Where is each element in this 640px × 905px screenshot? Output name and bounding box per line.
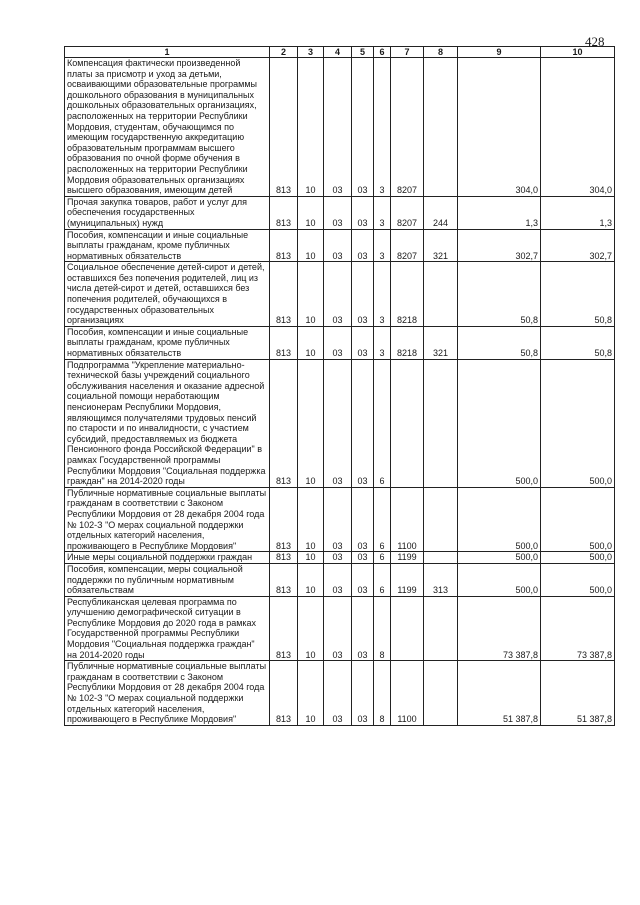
row-target-article: 1100 bbox=[391, 661, 424, 726]
row-subsection: 03 bbox=[324, 326, 352, 359]
col-header-1: 1 bbox=[65, 47, 270, 58]
row-admin-code: 813 bbox=[270, 229, 298, 262]
row-program: 03 bbox=[352, 596, 374, 661]
row-program: 03 bbox=[352, 359, 374, 487]
row-amount-col9: 304,0 bbox=[458, 58, 541, 197]
col-header-9: 9 bbox=[458, 47, 541, 58]
row-admin-code: 813 bbox=[270, 262, 298, 327]
row-admin-code: 813 bbox=[270, 552, 298, 564]
row-target-article: 1199 bbox=[391, 552, 424, 564]
row-section: 10 bbox=[298, 196, 324, 229]
page-number: 428 bbox=[585, 34, 605, 49]
row-program: 03 bbox=[352, 229, 374, 262]
row-amount-col9: 1,3 bbox=[458, 196, 541, 229]
row-subsection: 03 bbox=[324, 229, 352, 262]
row-subprogram: 3 bbox=[374, 196, 391, 229]
col-header-2: 2 bbox=[270, 47, 298, 58]
row-section: 10 bbox=[298, 359, 324, 487]
row-target-article: 1199 bbox=[391, 563, 424, 596]
row-target-article bbox=[391, 359, 424, 487]
table-row bbox=[65, 58, 615, 197]
row-section: 10 bbox=[298, 552, 324, 564]
table-body bbox=[65, 58, 615, 726]
row-subprogram: 8 bbox=[374, 596, 391, 661]
row-admin-code: 813 bbox=[270, 359, 298, 487]
row-target-article: 1100 bbox=[391, 487, 424, 552]
row-admin-code: 813 bbox=[270, 487, 298, 552]
row-expense-type bbox=[424, 262, 458, 327]
row-target-article: 8207 bbox=[391, 196, 424, 229]
row-admin-code: 813 bbox=[270, 596, 298, 661]
row-admin-code: 813 bbox=[270, 563, 298, 596]
row-subprogram: 3 bbox=[374, 326, 391, 359]
row-amount-col9: 500,0 bbox=[458, 552, 541, 564]
row-subprogram: 6 bbox=[374, 563, 391, 596]
row-name: Иные меры социальной поддержки граждан bbox=[65, 552, 270, 564]
row-expense-type bbox=[424, 487, 458, 552]
row-program: 03 bbox=[352, 262, 374, 327]
row-amount-col10: 50,8 bbox=[541, 262, 615, 327]
row-subsection: 03 bbox=[324, 262, 352, 327]
table-row bbox=[65, 196, 615, 229]
table-row bbox=[65, 552, 615, 564]
row-name: Пособия, компенсации и иные социальные выплаты гражданам, кроме публичных нормативных обязательств bbox=[65, 326, 270, 359]
row-admin-code: 813 bbox=[270, 326, 298, 359]
row-subprogram: 3 bbox=[374, 262, 391, 327]
row-admin-code: 813 bbox=[270, 58, 298, 197]
row-admin-code: 813 bbox=[270, 196, 298, 229]
row-amount-col9: 73 387,8 bbox=[458, 596, 541, 661]
table-row bbox=[65, 229, 615, 262]
row-subsection: 03 bbox=[324, 359, 352, 487]
row-subsection: 03 bbox=[324, 487, 352, 552]
row-subprogram: 6 bbox=[374, 552, 391, 564]
row-amount-col9: 50,8 bbox=[458, 326, 541, 359]
table-row bbox=[65, 487, 615, 552]
col-header-8: 8 bbox=[424, 47, 458, 58]
row-program: 03 bbox=[352, 552, 374, 564]
row-section: 10 bbox=[298, 262, 324, 327]
row-amount-col10: 50,8 bbox=[541, 326, 615, 359]
row-expense-type bbox=[424, 661, 458, 726]
row-program: 03 bbox=[352, 196, 374, 229]
row-name: Компенсация фактически произведенной платы за присмотр и уход за детьми, осваивающими образовательные программы дошкольного образования в муниципальных дошкольных образовательных организациях, расположенных на территории Республики Мордовия, студентам, обучающимся по имеющим государственную аккредитацию образовательным программам высшего образования по очной форме обучения в расположенных на территории Республики Мордовия образовательных организациях высшего образования, имеющим детей bbox=[65, 58, 270, 197]
row-name: Республиканская целевая программа по улучшению демографической ситуации в Республике Мордовия до 2020 года в рамках Государственной программы Республики Мордовия "Социальная поддержка граждан" на 2014-2020 годы bbox=[65, 596, 270, 661]
row-expense-type: 321 bbox=[424, 326, 458, 359]
row-target-article: 8218 bbox=[391, 262, 424, 327]
row-expense-type: 313 bbox=[424, 563, 458, 596]
row-program: 03 bbox=[352, 487, 374, 552]
row-admin-code: 813 bbox=[270, 661, 298, 726]
table-row bbox=[65, 661, 615, 726]
col-header-5: 5 bbox=[352, 47, 374, 58]
row-section: 10 bbox=[298, 596, 324, 661]
row-amount-col10: 304,0 bbox=[541, 58, 615, 197]
row-target-article bbox=[391, 596, 424, 661]
row-expense-type bbox=[424, 359, 458, 487]
row-subsection: 03 bbox=[324, 563, 352, 596]
row-program: 03 bbox=[352, 58, 374, 197]
col-header-7: 7 bbox=[391, 47, 424, 58]
table-row bbox=[65, 359, 615, 487]
row-expense-type: 244 bbox=[424, 196, 458, 229]
row-amount-col10: 500,0 bbox=[541, 563, 615, 596]
row-amount-col10: 500,0 bbox=[541, 359, 615, 487]
header-row bbox=[65, 47, 615, 58]
row-subprogram: 3 bbox=[374, 58, 391, 197]
row-amount-col9: 50,8 bbox=[458, 262, 541, 327]
row-name: Публичные нормативные социальные выплаты гражданам в соответствии с Законом Республики Мордовия от 28 декабря 2004 года № 102-З "О мерах социальной поддержки отдельных категорий населения, проживающего в Республике Мордовия" bbox=[65, 487, 270, 552]
table-row bbox=[65, 262, 615, 327]
row-amount-col10: 1,3 bbox=[541, 196, 615, 229]
row-amount-col10: 73 387,8 bbox=[541, 596, 615, 661]
row-program: 03 bbox=[352, 563, 374, 596]
row-amount-col9: 302,7 bbox=[458, 229, 541, 262]
row-expense-type bbox=[424, 58, 458, 197]
row-target-article: 8218 bbox=[391, 326, 424, 359]
row-section: 10 bbox=[298, 326, 324, 359]
col-header-10: 10 bbox=[541, 47, 615, 58]
row-section: 10 bbox=[298, 229, 324, 262]
row-amount-col10: 500,0 bbox=[541, 487, 615, 552]
row-section: 10 bbox=[298, 58, 324, 197]
table-row bbox=[65, 326, 615, 359]
row-expense-type: 321 bbox=[424, 229, 458, 262]
row-subprogram: 3 bbox=[374, 229, 391, 262]
row-target-article: 8207 bbox=[391, 58, 424, 197]
table-row bbox=[65, 596, 615, 661]
row-expense-type bbox=[424, 552, 458, 564]
row-subprogram: 6 bbox=[374, 487, 391, 552]
row-program: 03 bbox=[352, 326, 374, 359]
row-subprogram: 6 bbox=[374, 359, 391, 487]
row-section: 10 bbox=[298, 661, 324, 726]
col-header-4: 4 bbox=[324, 47, 352, 58]
row-subsection: 03 bbox=[324, 58, 352, 197]
row-target-article: 8207 bbox=[391, 229, 424, 262]
row-subsection: 03 bbox=[324, 552, 352, 564]
row-subsection: 03 bbox=[324, 661, 352, 726]
row-amount-col10: 500,0 bbox=[541, 552, 615, 564]
row-name: Социальное обеспечение детей-сирот и детей, оставшихся без попечения родителей, лиц из числа детей-сирот и детей, оставшихся без попечения родителей, обучающихся в государственных образовательных организациях bbox=[65, 262, 270, 327]
row-subsection: 03 bbox=[324, 196, 352, 229]
row-subsection: 03 bbox=[324, 596, 352, 661]
row-name: Прочая закупка товаров, работ и услуг для обеспечения государственных (муниципальных) нужд bbox=[65, 196, 270, 229]
row-amount-col10: 51 387,8 bbox=[541, 661, 615, 726]
row-section: 10 bbox=[298, 563, 324, 596]
row-subprogram: 8 bbox=[374, 661, 391, 726]
budget-table bbox=[64, 46, 615, 726]
table-row bbox=[65, 563, 615, 596]
row-amount-col10: 302,7 bbox=[541, 229, 615, 262]
row-section: 10 bbox=[298, 487, 324, 552]
row-name: Публичные нормативные социальные выплаты гражданам в соответствии с Законом Республики Мордовия от 28 декабря 2004 года № 102-З "О мерах социальной поддержки отдельных категорий населения, проживающего в Республике Мордовия" bbox=[65, 661, 270, 726]
row-amount-col9: 51 387,8 bbox=[458, 661, 541, 726]
col-header-3: 3 bbox=[298, 47, 324, 58]
row-name: Пособия, компенсации, меры социальной поддержки по публичным нормативным обязательствам bbox=[65, 563, 270, 596]
row-name: Подпрограмма "Укрепление материально-технической базы учреждений социального обслуживания населения и оказание адресной социальной помощи неработающим пенсионерам Республики Мордовия, являющимся получателями трудовых пенсий по старости и по инвалидности, с участием субсидий, предоставляемых из бюджета Пенсионного фонда Российской Федерации" в рамках Государственной программы Республики Мордовия "Социальная поддержка граждан" на 2014-2020 годы bbox=[65, 359, 270, 487]
col-header-6: 6 bbox=[374, 47, 391, 58]
row-amount-col9: 500,0 bbox=[458, 563, 541, 596]
row-amount-col9: 500,0 bbox=[458, 359, 541, 487]
row-expense-type bbox=[424, 596, 458, 661]
row-name: Пособия, компенсации и иные социальные выплаты гражданам, кроме публичных нормативных обязательств bbox=[65, 229, 270, 262]
row-amount-col9: 500,0 bbox=[458, 487, 541, 552]
row-program: 03 bbox=[352, 661, 374, 726]
